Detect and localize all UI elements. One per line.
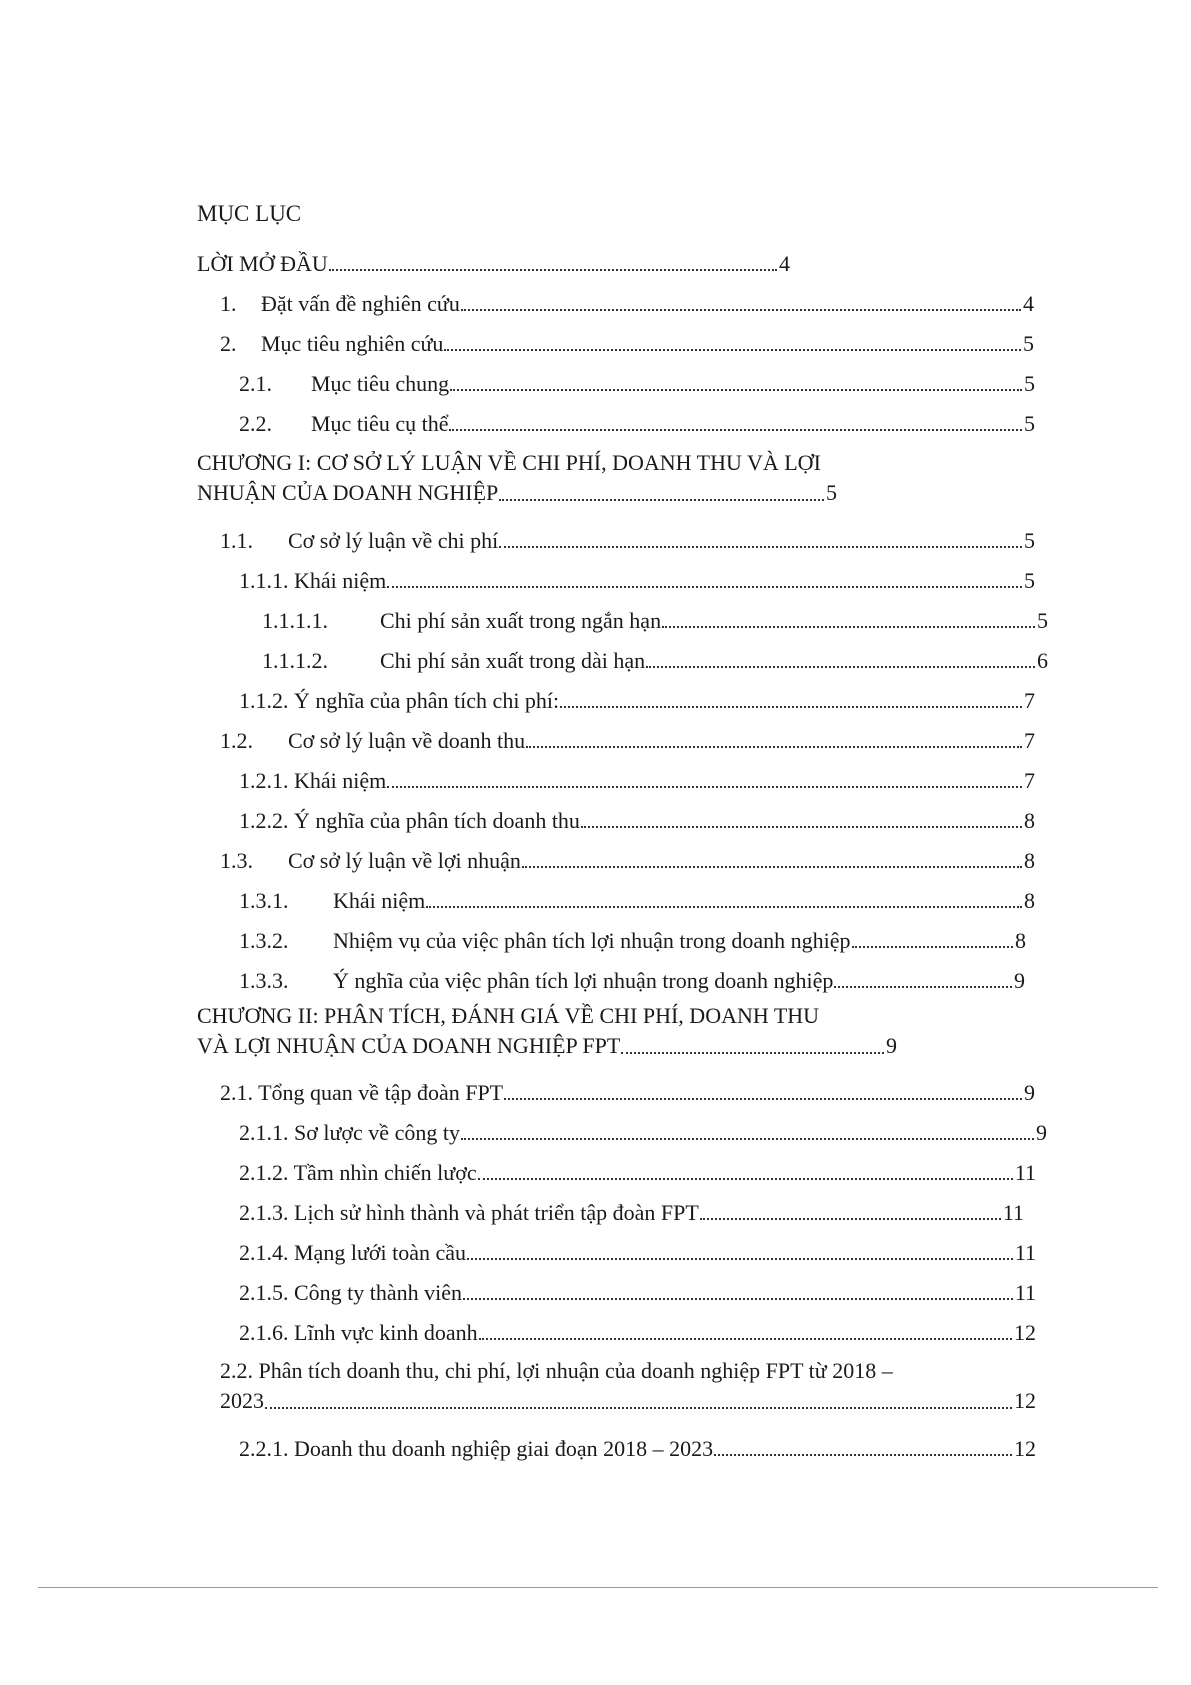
- dot-leader: [461, 1138, 1034, 1140]
- toc-entry-text: 2.1. Tổng quan về tập đoàn FPT: [220, 1080, 504, 1105]
- toc-entry[interactable]: [239, 1277, 1036, 1307]
- toc-entry-text: 1.1.1. Khái niệm: [239, 568, 387, 593]
- chapter-heading-line1: CHƯƠNG II: PHÂN TÍCH, ĐÁNH GIÁ VỀ CHI PHÍ, DOANH THU: [197, 1003, 820, 1028]
- dot-leader: [444, 349, 1021, 351]
- toc-entry-text: Ý nghĩa của việc phân tích lợi nhuận trong doanh nghiệp: [333, 968, 834, 993]
- chapter-heading[interactable]: [197, 1001, 897, 1061]
- toc-entry-number: 1.1.: [220, 528, 253, 553]
- toc-entry[interactable]: [220, 328, 1034, 358]
- toc-entry-number: 2.2.: [239, 411, 272, 436]
- toc-entry-page: 11: [1014, 1160, 1036, 1185]
- toc-entry-page: 12: [1014, 1320, 1036, 1345]
- dot-leader: [560, 706, 1022, 708]
- toc-entry[interactable]: [220, 845, 1035, 875]
- toc-entry-page: 5: [1023, 331, 1034, 356]
- dot-leader: [504, 1098, 1022, 1100]
- toc-entry-number: 2.: [220, 331, 237, 356]
- toc-entry-text: 2.1.6. Lĩnh vực kinh doanh: [239, 1320, 478, 1345]
- toc-entry[interactable]: [239, 685, 1035, 715]
- toc-entry-page: 4: [1023, 291, 1034, 316]
- toc-entry-number: 1.3.2.: [239, 928, 289, 953]
- toc-entry-page: 7: [1024, 728, 1035, 753]
- dot-leader: [479, 1338, 1012, 1340]
- dot-leader: [463, 1298, 1013, 1300]
- toc-title: MỤC LỤC: [197, 201, 302, 226]
- toc-entry-text: Khái niệm: [333, 888, 426, 913]
- toc-entry[interactable]: [239, 1317, 1036, 1347]
- toc-entry-text: 2.1.3. Lịch sử hình thành và phát triển tập đoàn FPT: [239, 1200, 699, 1225]
- toc-entry-page: 5: [1024, 411, 1035, 436]
- toc-entry-page: 8: [1024, 808, 1035, 833]
- chapter-heading-line2: VÀ LỢI NHUẬN CỦA DOANH NGHIỆP FPT: [197, 1033, 621, 1058]
- toc-entry[interactable]: [239, 1157, 1036, 1187]
- toc-entry[interactable]: [262, 645, 1048, 675]
- dot-leader: [329, 269, 777, 271]
- dot-leader: [461, 309, 1021, 311]
- toc-entry-text: Cơ sở lý luận về chi phí: [288, 528, 499, 553]
- toc-entry[interactable]: [262, 605, 1048, 635]
- toc-entry-text: Cơ sở lý luận về doanh thu: [288, 728, 526, 753]
- toc-entry-text: Chi phí sản xuất trong dài hạn: [380, 648, 646, 673]
- toc-entry[interactable]: [239, 1117, 1047, 1147]
- toc-entry[interactable]: [220, 288, 1034, 318]
- dot-leader: [450, 389, 1022, 391]
- toc-entry[interactable]: [239, 1197, 1024, 1227]
- chapter-heading[interactable]: [197, 448, 847, 508]
- dot-leader: [387, 586, 1022, 588]
- dot-leader: [526, 746, 1022, 748]
- footer-divider: [38, 1587, 1158, 1588]
- dot-leader: [522, 866, 1022, 868]
- dot-leader: [581, 826, 1022, 828]
- toc-entry-page: 7: [1024, 768, 1035, 793]
- toc-entry[interactable]: [239, 368, 1035, 398]
- toc-entry[interactable]: [239, 765, 1035, 795]
- dot-leader: [646, 666, 1035, 668]
- toc-entry-page: 5: [826, 480, 837, 505]
- toc-entry-page: 11: [1014, 1240, 1036, 1265]
- toc-entry-page: 5: [1024, 568, 1035, 593]
- toc-entry-page: 9: [1014, 968, 1025, 993]
- dot-leader: [265, 1407, 1012, 1409]
- toc-entry[interactable]: [239, 885, 1035, 915]
- toc-entry-text: 2.1.2. Tầm nhìn chiến lược: [239, 1160, 477, 1185]
- dot-leader: [662, 626, 1035, 628]
- toc-entry-number: 1.2.: [220, 728, 253, 753]
- toc-entry[interactable]: [197, 248, 790, 278]
- toc-entry[interactable]: [239, 925, 1026, 955]
- dot-leader: [426, 906, 1022, 908]
- section-heading-line1: 2.2. Phân tích doanh thu, chi phí, lợi nhuận của doanh nghiệp FPT từ 2018 –: [220, 1358, 893, 1383]
- toc-entry-page: 12: [1014, 1388, 1036, 1413]
- toc-entry[interactable]: [220, 1077, 1035, 1107]
- toc-entry-text: 2.1.1. Sơ lược về công ty: [239, 1120, 460, 1145]
- dot-leader: [834, 986, 1012, 988]
- toc-entry-number: 1.1.1.1.: [262, 608, 328, 633]
- toc-entry[interactable]: [239, 805, 1035, 835]
- dot-leader: [499, 499, 824, 501]
- toc-entry-text: Đặt vấn đề nghiên cứu: [261, 291, 460, 316]
- toc-entry-text: Mục tiêu cụ thể: [311, 411, 449, 436]
- chapter-heading-line2: NHUẬN CỦA DOANH NGHIỆP: [197, 480, 499, 505]
- toc-entry-page: 4: [779, 251, 790, 276]
- toc-entry-number: 1.3.3.: [239, 968, 289, 993]
- toc-entry[interactable]: [220, 525, 1035, 555]
- toc-entry-page: 7: [1024, 688, 1035, 713]
- toc-entry-page: 12: [1014, 1436, 1036, 1461]
- toc-entry[interactable]: [239, 565, 1035, 595]
- toc-entry-page: 8: [1015, 928, 1026, 953]
- toc-entry-text: Nhiệm vụ của việc phân tích lợi nhuận trong doanh nghiệp: [333, 928, 851, 953]
- toc-entry-page: 5: [1024, 371, 1035, 396]
- toc-entry-text: Chi phí sản xuất trong ngắn hạn: [380, 608, 662, 633]
- toc-entry-text: Mục tiêu nghiên cứu: [261, 331, 444, 356]
- dot-leader: [499, 546, 1022, 548]
- toc-entry-number: 1.1.1.2.: [262, 648, 328, 673]
- dot-leader: [714, 1454, 1012, 1456]
- dot-leader: [700, 1218, 1001, 1220]
- toc-entry[interactable]: [239, 965, 1025, 995]
- toc-entry-page: 11: [1014, 1280, 1036, 1305]
- toc-entry[interactable]: [239, 1237, 1036, 1267]
- toc-entry-number: 1.3.1.: [239, 888, 289, 913]
- dot-leader: [852, 946, 1013, 948]
- section-heading[interactable]: [220, 1356, 1040, 1416]
- toc-entry-text: 2.1.5. Công ty thành viên: [239, 1280, 463, 1305]
- toc-entry-text: LỜI MỞ ĐẦU: [197, 251, 328, 276]
- toc-entry-number: 1.3.: [220, 848, 253, 873]
- toc-entry-text: Cơ sở lý luận về lợi nhuận: [288, 848, 521, 873]
- toc-entry-page: 5: [1024, 528, 1035, 553]
- section-heading-line2: 2023: [220, 1388, 264, 1413]
- toc-entry[interactable]: [239, 408, 1035, 438]
- toc-entry[interactable]: [220, 725, 1035, 755]
- toc-entry-page: 8: [1024, 888, 1035, 913]
- toc-entry-page: 11: [1002, 1200, 1024, 1225]
- toc-entry-text: 2.1.4. Mạng lưới toàn cầu: [239, 1240, 467, 1265]
- toc-entry-number: 1.: [220, 291, 237, 316]
- dot-leader: [621, 1052, 884, 1054]
- toc-entry-text: Mục tiêu chung: [311, 371, 450, 396]
- toc-entry-number: 2.1.: [239, 371, 272, 396]
- toc-entry-text: 1.1.2. Ý nghĩa của phân tích chi phí:: [239, 688, 560, 713]
- toc-entry-page: 9: [1036, 1120, 1047, 1145]
- toc-entry-page: 8: [1024, 848, 1035, 873]
- toc-entry[interactable]: [239, 1433, 1036, 1463]
- dot-leader: [387, 786, 1022, 788]
- toc-entry-page: 6: [1037, 648, 1048, 673]
- dot-leader: [478, 1178, 1013, 1180]
- toc-entry-text: 1.2.1. Khái niệm: [239, 768, 387, 793]
- toc-entry-page: 9: [1024, 1080, 1035, 1105]
- dot-leader: [449, 429, 1022, 431]
- toc-entry-text: 2.2.1. Doanh thu doanh nghiệp giai đoạn 2018 – 2023: [239, 1436, 714, 1461]
- chapter-heading-line1: CHƯƠNG I: CƠ SỞ LÝ LUẬN VỀ CHI PHÍ, DOANH THU VÀ LỢI: [197, 450, 821, 475]
- toc-entry-page: 9: [886, 1033, 897, 1058]
- toc-entry-page: 5: [1037, 608, 1048, 633]
- dot-leader: [467, 1258, 1013, 1260]
- toc-entry-text: 1.2.2. Ý nghĩa của phân tích doanh thu: [239, 808, 580, 833]
